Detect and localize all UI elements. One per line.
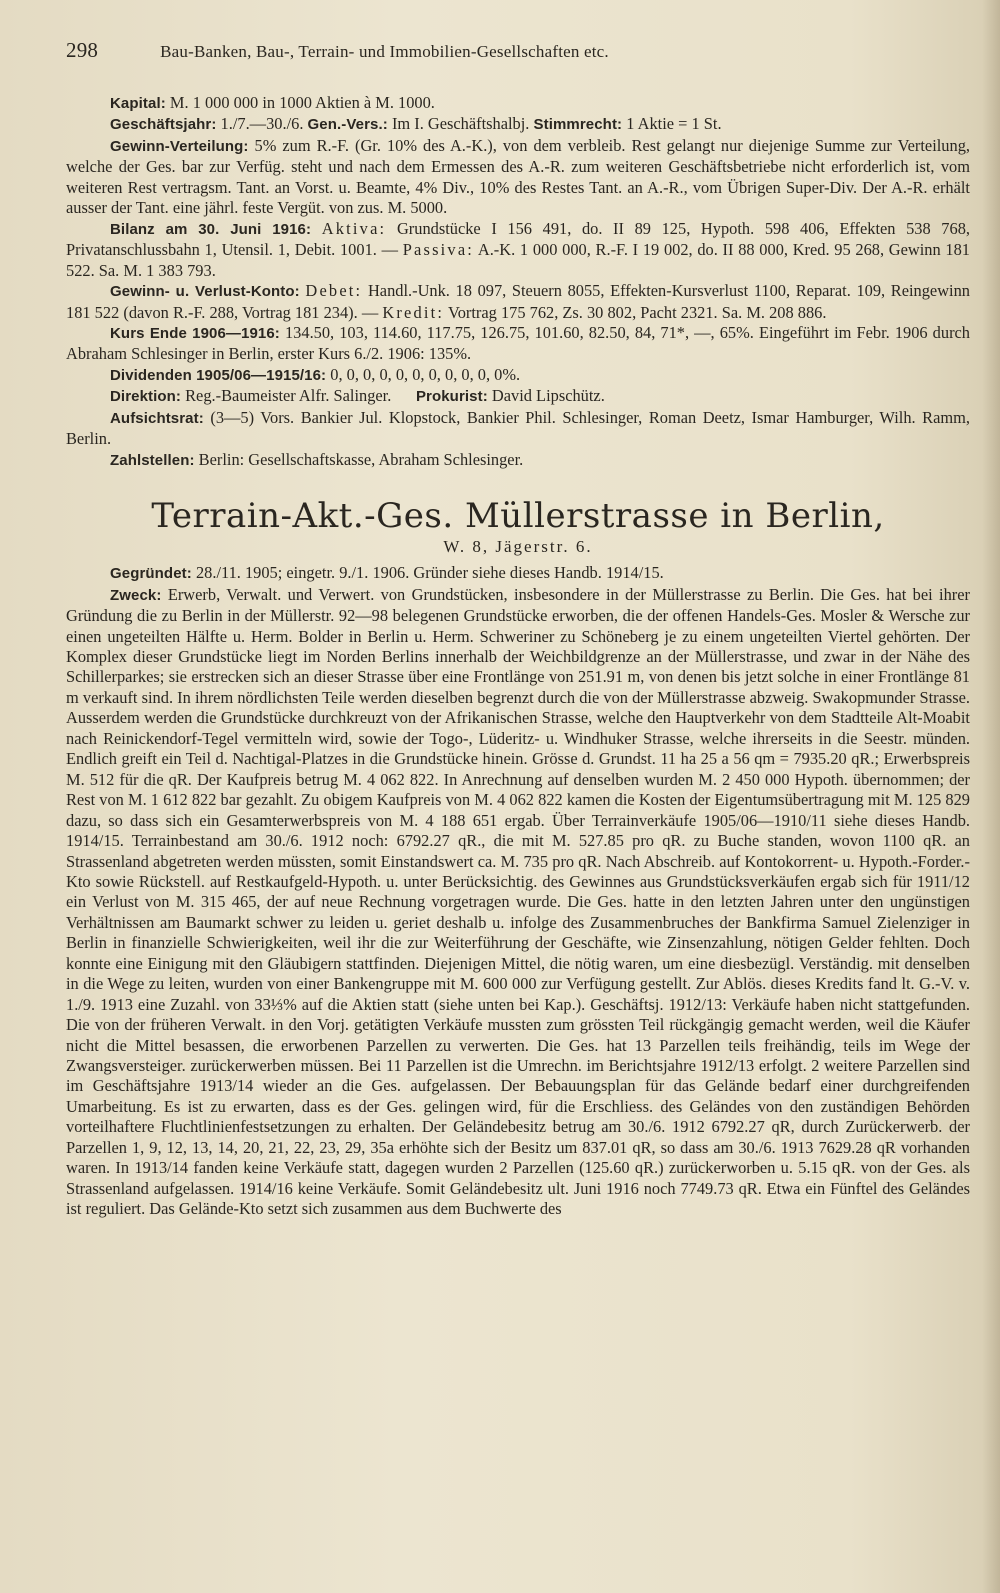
gegruendet-label: Gegründet: (110, 565, 192, 583)
guv-entry (66, 281, 970, 323)
running-head: Bau-Banken, Bau-, Terrain- und Immobilien-Gesellschaften etc. (160, 42, 609, 61)
genvers-text: Im I. Geschäftshalbj. (391, 114, 530, 134)
guv-debet-text: Handl.-Unk. 18 097, Steuern 8055, Effekten-Kursverlust 1100, Reparat. 109, Reingewinn 181 522 (davon R.-F. 288, Vortrag 181 234). — (66, 281, 970, 322)
aufsichtsrat-label: Aufsichtsrat: (110, 409, 204, 427)
kurs-entry (66, 323, 970, 365)
direktion-text: Reg.-Baumeister Alfr. Salinger. (185, 386, 392, 406)
geschaeftsjahr-text: 1./7.—30./6. (220, 114, 304, 134)
previous-company-section (66, 93, 970, 471)
prokurist-text: David Lipschütz. (491, 386, 605, 406)
zahlstellen-label: Zahlstellen: (110, 451, 195, 469)
direktion-label: Direktion: (110, 388, 182, 406)
company-section (66, 563, 970, 1220)
bilanz-aktiva-text: Grundstücke I 156 491, do. II 89 125, Hypoth. 598 406, Effekten 538 768, Privatanschlussbahn 1, Utensil. 1, Debit. 1001. — (66, 218, 970, 260)
kurs-text: 134.50, 103, 114.60, 117.75, 126.75, 101.60, 82.50, 84, 71*, —, 65%. Eingeführt im Febr. 1906 durch Abraham Schlesinger in Berlin, erster Kurs 6./2. 1906: 135%. (66, 322, 970, 364)
genvers-label: Gen.-Vers.: (307, 116, 388, 134)
bilanz-aktiva-label: Aktiva: (321, 218, 387, 238)
company-title: Terrain-Akt.-Ges. Müllerstrasse in Berlin, (151, 496, 885, 537)
guv-kredit-text: Vortrag 175 762, Zs. 30 802, Pacht 2321. Sa. M. 208 886. (447, 302, 827, 322)
geschaeftsjahr-label: Geschäftsjahr: (110, 116, 217, 134)
guv-label: Gewinn- u. Verlust-Konto: (110, 283, 300, 301)
dividenden-text: 0, 0, 0, 0, 0, 0, 0, 0, 0, 0, 0%. (330, 364, 521, 384)
company-address: W. 8, Jägerstr. 6. (443, 537, 593, 557)
kurs-label: Kurs Ende 1906—1916: (110, 324, 280, 342)
zweck-label: Zweck: (110, 586, 162, 604)
zweck-entry (66, 585, 970, 1220)
kapital-entry (66, 93, 970, 114)
kapital-text: M. 1 000 000 in 1000 Aktien à M. 1000. (169, 93, 435, 112)
dividenden-label: Dividenden 1905/06—1915/16: (110, 366, 327, 384)
kapital-label: Kapital: (110, 95, 166, 112)
guv-kredit-label: Kredit: (382, 302, 445, 322)
gewinnverteilung-text: 5% zum R.-F. (Gr. 10% des A.-K.), von dem verbleib. Rest gelangt nur diejenige Summe zur Verteilung, welche der Ges. bar zur Verfüg. steht und nach dem Ermessen des A.-R. zum weiteren Geschäftsbetriebe nicht erforderlich ist, vom weiteren Rest vertragsm. Tant. an Vorst. u. Beamte, 4% Div., 10% des Restes Tant. an A.-R., vom Übrigen Super-Div. Der A.-R. erhält ausser der Tant. eine jährl. feste Vergüt. von zus. M. 5000. (66, 135, 970, 218)
page-spine-shadow (982, 0, 1000, 1593)
zahlstellen-entry (66, 450, 970, 471)
zahlstellen-text: Berlin: Gesellschaftskasse, Abraham Schlesinger. (198, 449, 524, 469)
page-number: 298 (66, 38, 99, 62)
geschaeftsjahr-entry (66, 114, 970, 135)
gegruendet-text: 28./11. 1905; eingetr. 9./1. 1906. Gründer siehe dieses Handb. 1914/15. (195, 563, 664, 583)
zweck-text: Erwerb, Verwalt. und Verwert. von Grundstücken, insbesondere in der Müllerstrasse zu Berlin. Die Ges. hat bei ihrer Gründung die zu Berlin in der Müllerstr. 92—98 belegenen Grundstücke erworben, die der offenen Handels-Ges. Mosler & Wersche zur einen ungeteilten Hälfte u. Herm. Bolder in Berlin u. Herm. Schweriner zu Schöneberg je zu einem ungeteilten Viertel gehörten. Der Komplex dieser Grundstücke liegt im Norden Berlins innerhalb der Weichbildgrenze an der Müllerstrasse, und zwar in der Nähe des Schillerparkes; sie erstrecken sich an dieser Strasse über eine Frontlänge von 251.91 m, von denen bis jetzt solche in einer Frontlänge 81 m verkauft sind. In ihrem nördlichsten Teile werden dieselben begrenzt durch die von der Müllerstrasse abzweig. Swakopmunder Strasse. Ausserdem werden die Grundstücke durchkreuzt von der Afrikanischen Strasse, welche den Hauptverkehr von dem Stadtteile Alt-Moabit nach Reinickendorf-Tegel vermitteln wird, sowie der Togo-, Lüderitz- u. Windhuker Strasse, welche ihrerseits in die Seestr. münden. Endlich greift ein Teil d. Nachtigal-Platzes in die Grundstücke hinein. Grösse d. Grundst. 11 ha 25 a 56 qm = 7935.20 qR.; Erwerbspreis M. 512 für die qR. Der Kaufpreis betrug M. 4 062 822. In Anrechnung auf denselben wurden M. 2 450 000 Hypoth. übernommen; der Rest von M. 1 612 822 bar gezahlt. Zu obigem Kaufpreis von M. 4 062 822 kamen die Kosten der Eigentumsübertragung mit M. 125 829 dazu, so dass sich ein Gesamterwerbspreis von M. 4 188 651 ergab. Über Terrainverkäufe 1905/06—1910/11 siehe dieses Handb. 1914/15. Terrainbestand am 30./6. 1912 noch: 6792.27 qR., die mit M. 527.85 pro qR. zu Buche standen, wovon 1100 qR. an Strassenland abgetreten werden müssten, somit Einstandswert ca. M. 735 pro qR. Nach Abschreib. auf Kontokorrent- u. Hypoth.-Forder.-Kto sowie Rückstell. auf Restkaufgeld-Hypoth. u. unter Berücksichtig. des Gewinnes aus Grundstücksverkäufen ergab sich für 1911/12 ein Verlust von M. 315 465, der auf neue Rechnung vorgetragen wurde. Die Ges. hatte in den letzten Jahren unter den ungünstigen Verhältnissen am Baumarkt schwer zu leiden u. geriet deshalb u. infolge des Zusammenbruches der Bankfirma Samuel Zielenziger in Berlin in finanzielle Schwierigkeiten, weil ihr die zur Weiterführung der Geschäfte, wie Zinsenzahlung, nötigen Gelder fehlten. Doch konnte eine Einigung mit den Gläubigern stattfinden. Diejenigen Mittel, die nötig waren, um eine diesbezügl. Verständig. mit denselben in die Wege zu leiten, wurden von einer Bankengruppe mit M. 600 000 zur Verfügung gestellt. Zur Ablös. dieses Kredits fand lt. G.-V. v. 1./9. 1913 eine Zuzahl. von 33⅓% auf die Aktien statt (siehe unten bei Kap.). Geschäftsj. 1912/13: Verkäufe haben nicht stattgefunden. Die von der früheren Verwalt. in den Vorj. getätigten Verkäufe mussten zum grössten Teil rückgängig gemacht werden, weil die Käufer nicht die Mittel besassen, die erworbenen Parzellen zu verwerten. Die Ges. hat 13 Parzellen teils freihändig, teils im Wege der Zwangsversteiger. zurückerwerben müssen. Bei 11 Parzellen ist die Umrechn. im Berichtsjahre 1912/13 erfolgt. 2 weitere Parzellen sind im Geschäftsjahre 1913/14 wieder an die Ges. aufgelassen. Der Bebauungsplan für das Gelände bedarf einer durchgreifenden Umarbeitung. Es ist zu erwarten, dass es der Ges. gelingen wird, für die Erschliess. des Geländes von den zuständigen Behörden vorteilhaftere Fluchtlinienfestsetzungen zu erhalten. Der Geländebesitz betrug am 30./6. 1912 6792.27 qR, durch Zurückerwerb. der Parzellen 1, 9, 12, 13, 14, 20, 21, 22, 23, 29, 35a erhöhte sich der Besitz um 837.01 qR, so dass am 30./6. 1913 7629.28 qR vorhanden waren. In 1913/14 fanden keine Verkäufe statt, dagegen wurden 2 Parzellen (125.60 qR.) zurückerworben u. 5.15 qR. von der Ges. als Strassenland aufgelassen. 1914/16 keine Verkäufe. Somit Geländebesitz ult. Juni 1916 noch 7749.73 qR. Etwa ein Fünftel des Geländes ist reguliert. Das Gelände-Kto setzt sich zusammen aus dem Buchwerte des (66, 584, 970, 1219)
bilanz-entry (66, 219, 970, 281)
gewinnverteilung-entry (66, 136, 970, 219)
aufsichtsrat-entry (66, 408, 970, 450)
gegruendet-entry (66, 563, 970, 584)
stimmrecht-text: 1 Aktie = 1 St. (626, 114, 722, 134)
gewinnverteilung-label: Gewinn-Verteilung: (110, 137, 249, 155)
bilanz-passiva-text: A.-K. 1 000 000, R.-F. I 19 002, do. II 88 000, Kred. 95 268, Gewinn 181 522. Sa. M. 1 383 793. (66, 240, 971, 280)
stimmrecht-label: Stimmrecht: (533, 116, 623, 134)
guv-debet-label: Debet: (305, 281, 363, 301)
prokurist-label: Prokurist: (415, 388, 488, 406)
direktion-entry (66, 386, 970, 407)
aufsichtsrat-text: (3—5) Vors. Bankier Jul. Klopstock, Bankier Phil. Schlesinger, Roman Deetz, Ismar Hamburger, Wilh. Ramm, Berlin. (66, 407, 970, 449)
page-header (66, 38, 970, 63)
bilanz-label: Bilanz am 30. Juni 1916: (110, 220, 312, 238)
dividenden-entry (66, 365, 970, 386)
bilanz-passiva-label: Passiva: (402, 240, 475, 260)
